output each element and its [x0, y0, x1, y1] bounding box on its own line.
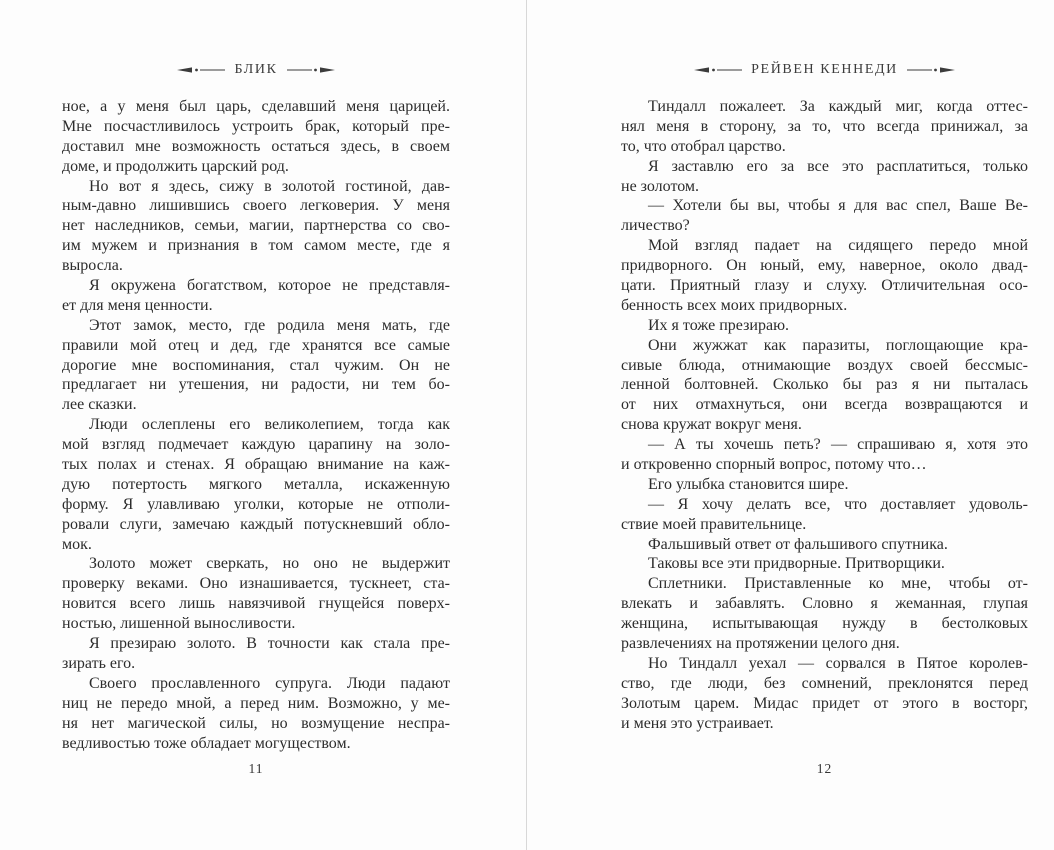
text-line: ствие моей правительнице. — [621, 515, 807, 533]
text-line: Тиндалл пожалеет. За каждый миг, когда оттес- — [648, 98, 1028, 115]
text-line: то, что отобрал царство. — [621, 137, 786, 155]
text-line: ет для меня ценности. — [62, 296, 213, 314]
text-line: ниц не передо мной, а перед ним. Возможно, у ме- — [62, 694, 450, 712]
text-line: Я презираю золото. В точности как стала пре- — [89, 635, 450, 653]
text-line: мой взгляд подмечает каждую царапину на золо- — [62, 436, 450, 454]
text-line: придворного. Он юный, ему, наверное, около двад- — [621, 257, 1028, 275]
text-line: влекать и забавлять. Словно я жеманная, глупая — [621, 595, 1028, 613]
paragraph — [621, 574, 1028, 654]
text-line: ство, где люди, без сомнений, преклонятся перед — [621, 674, 1028, 692]
paragraph — [62, 177, 450, 276]
paragraph — [621, 316, 1028, 336]
text-line: ведливостью тоже обладает могуществом. — [62, 734, 351, 752]
arrow-right-divider-icon — [287, 66, 335, 74]
text-line: Таковы все эти придворные. Притворщики. — [648, 555, 945, 573]
running-head-left — [62, 62, 450, 78]
paragraph — [62, 97, 450, 177]
paragraph — [621, 495, 1028, 535]
text-line: дую потертость мягкого металла, искаженную — [62, 475, 450, 493]
text-line: Но вот я здесь, сижу в золотой гостиной, дав- — [89, 177, 450, 195]
text-line: Люди ослеплены его великолепием, тогда как — [89, 416, 450, 434]
text-line: не золотом. — [621, 177, 700, 195]
text-line: новится всего лишь навязчивой гнущейся поверх- — [62, 595, 450, 613]
text-line: дорогие мне воспоминания, стал чужим. Он не — [62, 356, 450, 374]
text-line: нет наследников, семьи, магии, партнерства со сво- — [62, 217, 450, 235]
text-line: проверку веками. Оно изнашивается, тускнеет, ста- — [62, 575, 450, 593]
text-line: сивые блюда, отнимающие воздух своей бессмыс- — [621, 356, 1028, 374]
text-line: ное, а у меня был царь, сделавший меня царицей. — [62, 98, 450, 115]
text-line: ленной болтовней. Сколько бы раз я ни пыталась — [621, 376, 1028, 394]
text-line: лее сказки. — [62, 396, 137, 414]
page-left — [62, 0, 450, 850]
arrow-right-divider-icon — [907, 66, 955, 74]
text-line: нял меня в сторону, за то, что всегда принижал, за — [621, 117, 1028, 135]
running-head-right — [621, 62, 1028, 78]
page-body-text — [62, 97, 450, 753]
page-body-text — [621, 97, 1028, 734]
text-line: развлечениях на протяжении целого дня. — [621, 635, 900, 653]
text-line: форму. Я улавливаю уголки, которые не отполи- — [62, 495, 450, 513]
text-line: Золото может сверкать, но оно не выдержит — [89, 555, 450, 573]
running-head-title: БЛИК — [234, 62, 278, 77]
text-line: правили мой отец и дед, где хранятся все самые — [62, 336, 450, 354]
paragraph — [62, 316, 450, 415]
text-line: и откровенно спорный вопрос, потому что… — [621, 456, 927, 474]
text-line: — Я хочу делать все, что доставляет удоволь- — [648, 495, 1028, 513]
page-divider — [526, 0, 527, 850]
text-line: снова кружат вокруг меня. — [621, 416, 802, 434]
text-line: — А ты хочешь петь? — спрашиваю я, хотя это — [648, 436, 1028, 454]
arrow-left-divider-icon — [694, 66, 742, 74]
paragraph — [62, 415, 450, 554]
page-number: 11 — [248, 761, 264, 776]
text-line: Мой взгляд падает на сидящего передо мной — [648, 237, 1028, 255]
text-line: Своего прославленного супруга. Люди падают — [89, 674, 450, 692]
page-right — [621, 0, 1028, 850]
text-line: женщина, испытывающая нужду в бестолковых — [621, 615, 1028, 633]
text-line: Я заставлю его за все это расплатиться, только — [648, 157, 1028, 175]
text-line: Золотым царем. Мидас придет от этого в восторг, — [621, 694, 1028, 712]
text-line: доставил мне возможность остаться здесь, в своем — [62, 137, 450, 155]
paragraph — [621, 196, 1028, 236]
paragraph — [621, 97, 1028, 157]
paragraph — [621, 157, 1028, 197]
paragraph — [621, 475, 1028, 495]
paragraph — [621, 236, 1028, 316]
text-line: Его улыбка становится шире. — [648, 475, 849, 493]
paragraph — [621, 654, 1028, 734]
text-line: ностью, лишенной выносливости. — [62, 615, 296, 633]
text-line: предлагает ни утешения, ни радости, ни тем бо- — [62, 376, 450, 394]
text-line: им мужем и признания в том самом месте, где я — [62, 237, 450, 255]
paragraph — [62, 634, 450, 674]
text-line: Их я тоже презираю. — [648, 316, 790, 334]
paragraph — [62, 674, 450, 754]
text-line: личество? — [621, 217, 690, 235]
text-line: ным-давно лишившись своего легковерия. У меня — [62, 197, 450, 215]
text-line: — Хотели бы вы, чтобы я для вас спел, Ваше Ве- — [648, 197, 1028, 215]
text-line: Но Тиндалл уехал — сорвался в Пятое королев- — [648, 654, 1028, 672]
paragraph — [62, 554, 450, 634]
text-line: Сплетники. Приставленные ко мне, чтобы от- — [648, 575, 1028, 593]
arrow-left-divider-icon — [177, 66, 225, 74]
paragraph — [621, 554, 1028, 574]
paragraph — [621, 336, 1028, 435]
text-line: выросла. — [62, 257, 123, 275]
text-line: ровали слуги, замечаю каждый потускневший обло- — [62, 515, 450, 533]
running-head-title: РЕЙВЕН КЕННЕДИ — [751, 62, 898, 77]
text-line: Этот замок, место, где родила меня мать, где — [89, 316, 450, 334]
paragraph — [62, 276, 450, 316]
text-line: бенность всех моих придворных. — [621, 296, 848, 314]
text-line: доме, и продолжить царский род. — [62, 157, 289, 175]
paragraph — [621, 435, 1028, 475]
text-line: Я окружена богатством, которое не представля- — [89, 277, 450, 295]
text-line: Они жужжат как паразиты, поглощающие кра- — [648, 336, 1028, 354]
text-line: цати. Приятный глазу и слуху. Отличительная осо- — [621, 277, 1028, 295]
page-number: 12 — [816, 761, 833, 776]
text-line: ня нет магической силы, но возмущение неспра- — [62, 714, 450, 732]
paragraph — [621, 535, 1028, 555]
text-line: зирать его. — [62, 654, 136, 672]
text-line: мок. — [62, 535, 92, 553]
text-line: Фальшивый ответ от фальшивого спутника. — [648, 535, 948, 553]
text-line: тых полах и стенах. Я обращаю внимание на каж- — [62, 456, 450, 474]
text-line: и меня это устраивает. — [621, 714, 774, 732]
text-line: от них отмахнуться, они всегда возвращаются и — [621, 396, 1028, 414]
text-line: Мне посчастливилось устроить брак, который пре- — [62, 117, 450, 135]
